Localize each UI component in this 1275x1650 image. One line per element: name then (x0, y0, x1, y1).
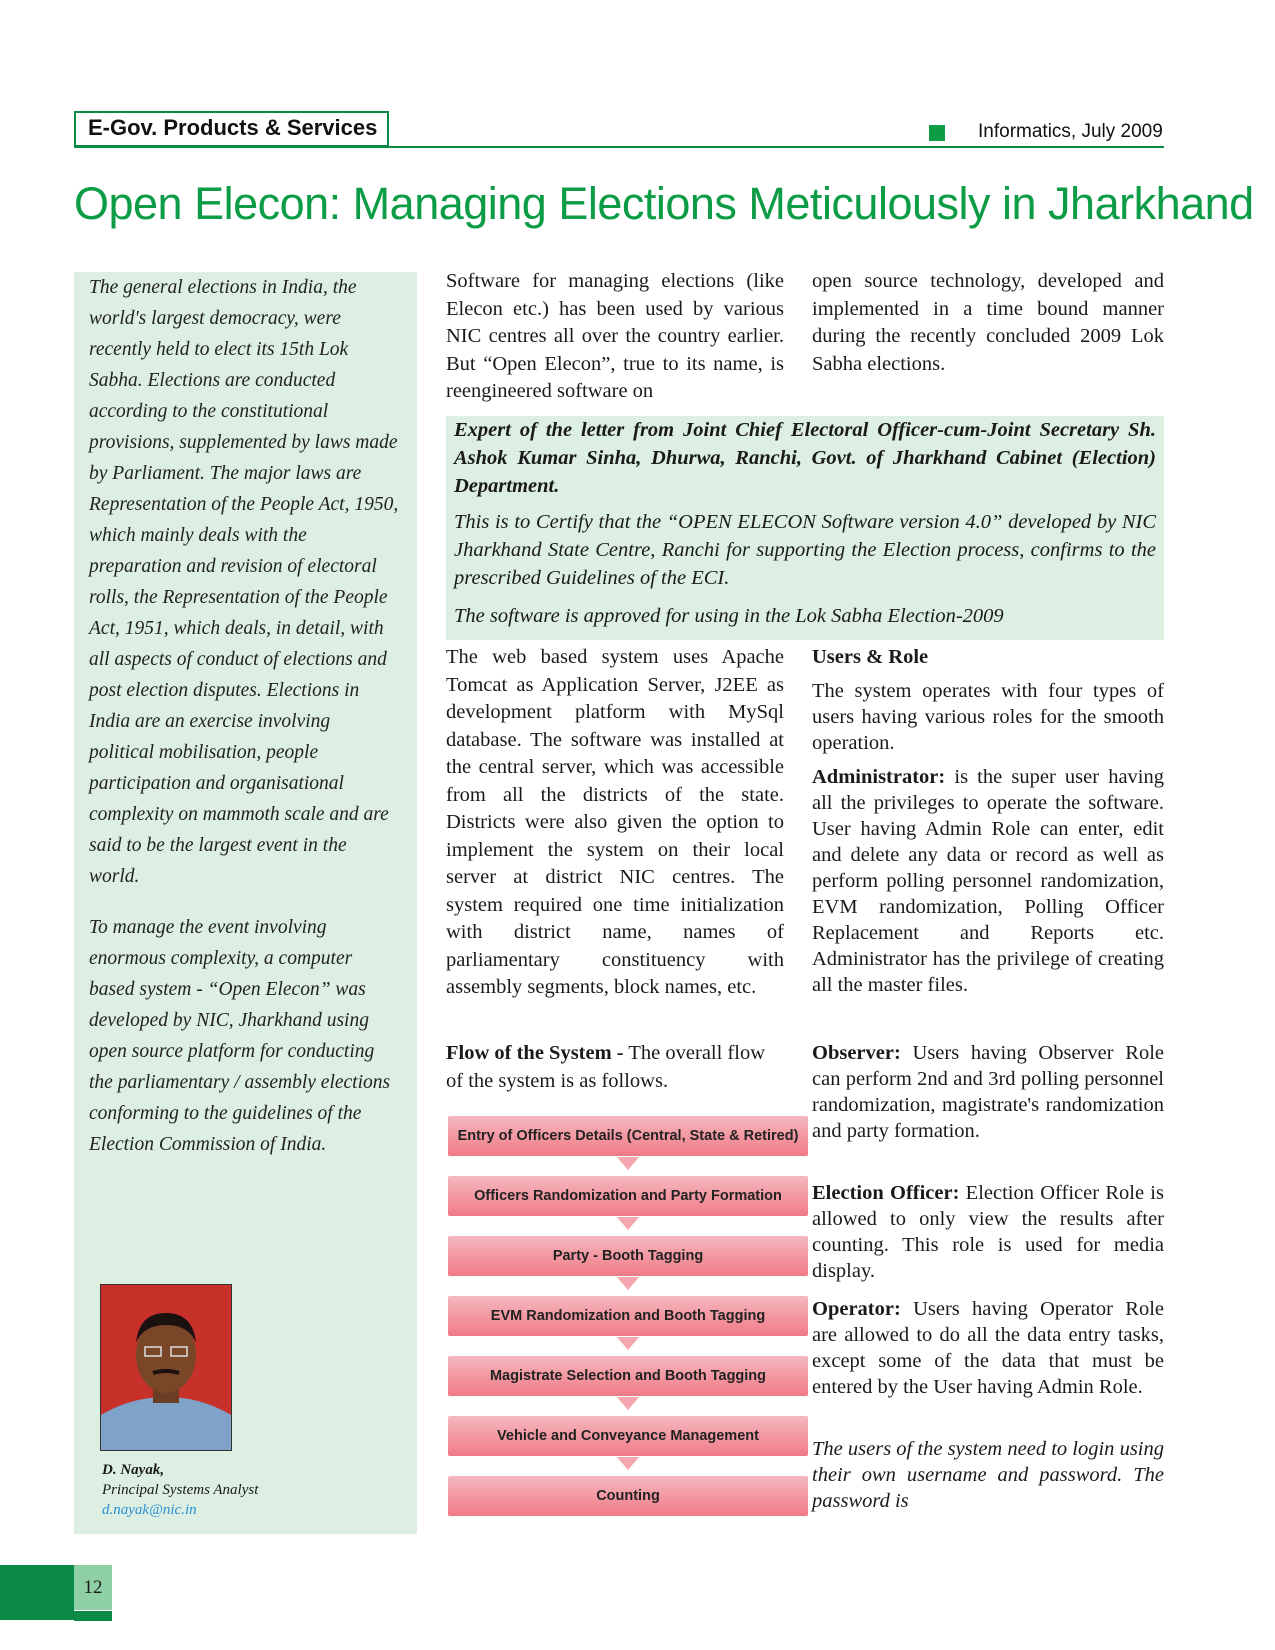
flow-arrow-down-icon (617, 1157, 639, 1170)
operator-label: Operator: (812, 1298, 901, 1320)
flow-arrow-down-icon (617, 1457, 639, 1470)
flow-arrow-down-icon (617, 1277, 639, 1290)
body-left-paragraph: The web based system uses Apache Tomcat as Application Server, J2EE as development platform with MySql database. The software was installed at the central server, which was accessible from all the districts of the state. Districts were also given the option to implement the system on their local server at district NIC centres. The system required one time initialization with district name, names of parliamentary constituency with assembly segments, block names, etc. (446, 646, 784, 998)
users-role-heading: Users & Role (812, 646, 929, 668)
flow-step-5: Magistrate Selection and Booth Tagging (448, 1356, 808, 1396)
users-role-intro: The system operates with four types of users having various roles for the smooth operation. (812, 680, 1164, 754)
election-officer-text: Election Officer Role is allowed to only view the results after counting. This role is used for media display. (812, 1182, 1164, 1282)
flow-intro (446, 1040, 784, 1095)
letter-heading: Expert of the letter from Joint Chief Electoral Officer-cum-Joint Secretary Sh. Ashok Kumar Sinha, Dhurwa, Ranchi, Govt. of Jharkhand Cabinet (Election) Department. (454, 419, 1156, 497)
flow-arrow-down-icon (617, 1397, 639, 1410)
flow-step-7: Counting (448, 1476, 808, 1516)
flow-step-2: Officers Randomization and Party Formation (448, 1176, 808, 1216)
admin-text: is the super user having all the privileges to operate the software. User having Admin Role can enter, edit and delete any data or record as well as perform polling personnel randomization, EVM randomization, Polling Officer Replacement and Reports etc. Administrator has the privilege of creating all the master files. (812, 766, 1164, 996)
article-title: Open Elecon: Managing Elections Meticulously in Jharkhand (74, 178, 1254, 229)
header-square-icon (929, 125, 945, 141)
operator-paragraph (812, 1296, 1164, 1400)
observer-text: Users having Observer Role can perform 2nd and 3rd polling personnel randomization, magistrate's randomization and party formation. (812, 1042, 1164, 1142)
flow-heading: Flow of the System - (446, 1042, 624, 1064)
election-officer-paragraph (812, 1180, 1164, 1284)
footer-block (0, 1565, 74, 1620)
section-label: E-Gov. Products & Services (74, 111, 389, 147)
observer-paragraph (812, 1040, 1164, 1144)
footer-bar (74, 1611, 112, 1621)
sidebar (74, 272, 417, 1534)
author-photo (100, 1284, 232, 1451)
letter-body: This is to Certify that the “OPEN ELECON Software version 4.0” developed by NIC Jharkhand State Centre, Ranchi for supporting the Election process, confirms to the prescribed Guidelines of the ECI. (454, 511, 1156, 589)
sidebar-paragraph-2: To manage the event involving enormous complexity, a computer based system - “Open Elecon” was developed by NIC, Jharkhand using open source platform for conducting the parliamentary / assembly elections conforming to the guidelines of the Election Commission of India. (89, 917, 391, 1155)
intro-column-2: open source technology, developed and implemented in a time bound manner during the recently concluded 2009 Lok Sabha elections. (812, 270, 1164, 375)
flow-step-6: Vehicle and Conveyance Management (448, 1416, 808, 1456)
flow-step-4: EVM Randomization and Booth Tagging (448, 1296, 808, 1336)
page-number: 12 (74, 1565, 112, 1610)
letter-box (446, 416, 1164, 640)
admin-paragraph (812, 764, 1164, 998)
author-credit (102, 1460, 258, 1520)
operator-text: Users having Operator Role are allowed to do all the data entry tasks, except some of the data that must be entered by the User having Admin Role. (812, 1298, 1164, 1398)
flow-intro-text: The overall flow of the system is as follows. (446, 1042, 766, 1092)
author-email-link[interactable]: d.nayak@nic.in (102, 1502, 197, 1518)
login-paragraph: The users of the system need to login using their own username and password. The password is (812, 1438, 1164, 1512)
author-role: Principal Systems Analyst (102, 1482, 259, 1498)
author-name: D. Nayak, (102, 1462, 165, 1478)
admin-label: Administrator: (812, 766, 946, 788)
letter-approval: The software is approved for using in the Lok Sabha Election-2009 (454, 605, 1004, 627)
issue-label: Informatics, July 2009 (978, 121, 1163, 142)
flow-step-3: Party - Booth Tagging (448, 1236, 808, 1276)
intro-column-1: Software for managing elections (like Elecon etc.) has been used by various NIC centres all over the country earlier. But “Open Elecon”, true to its name, is reengineered software on (446, 270, 784, 402)
flow-step-1: Entry of Officers Details (Central, State & Retired) (448, 1116, 808, 1156)
header-rule (74, 146, 1164, 148)
observer-label: Observer: (812, 1042, 901, 1064)
sidebar-paragraph-1: The general elections in India, the world's largest democracy, were recently held to elect its 15th Lok Sabha. Elections are conducted according to the constitutional provisions, supplemented by laws made by Parliament. The major laws are Representation of the People Act, 1950, which mainly deals with the preparation and revision of electoral rolls, the Representation of the People Act, 1951, which deals, in detail, with all aspects of conduct of elections and post election disputes. Elections in India are an exercise involving political mobilisation, people participation and organisational complexity on mammoth scale and are said to be the largest event in the world. (89, 277, 399, 887)
flow-arrow-down-icon (617, 1217, 639, 1230)
flow-arrow-down-icon (617, 1337, 639, 1350)
election-officer-label: Election Officer: (812, 1182, 960, 1204)
